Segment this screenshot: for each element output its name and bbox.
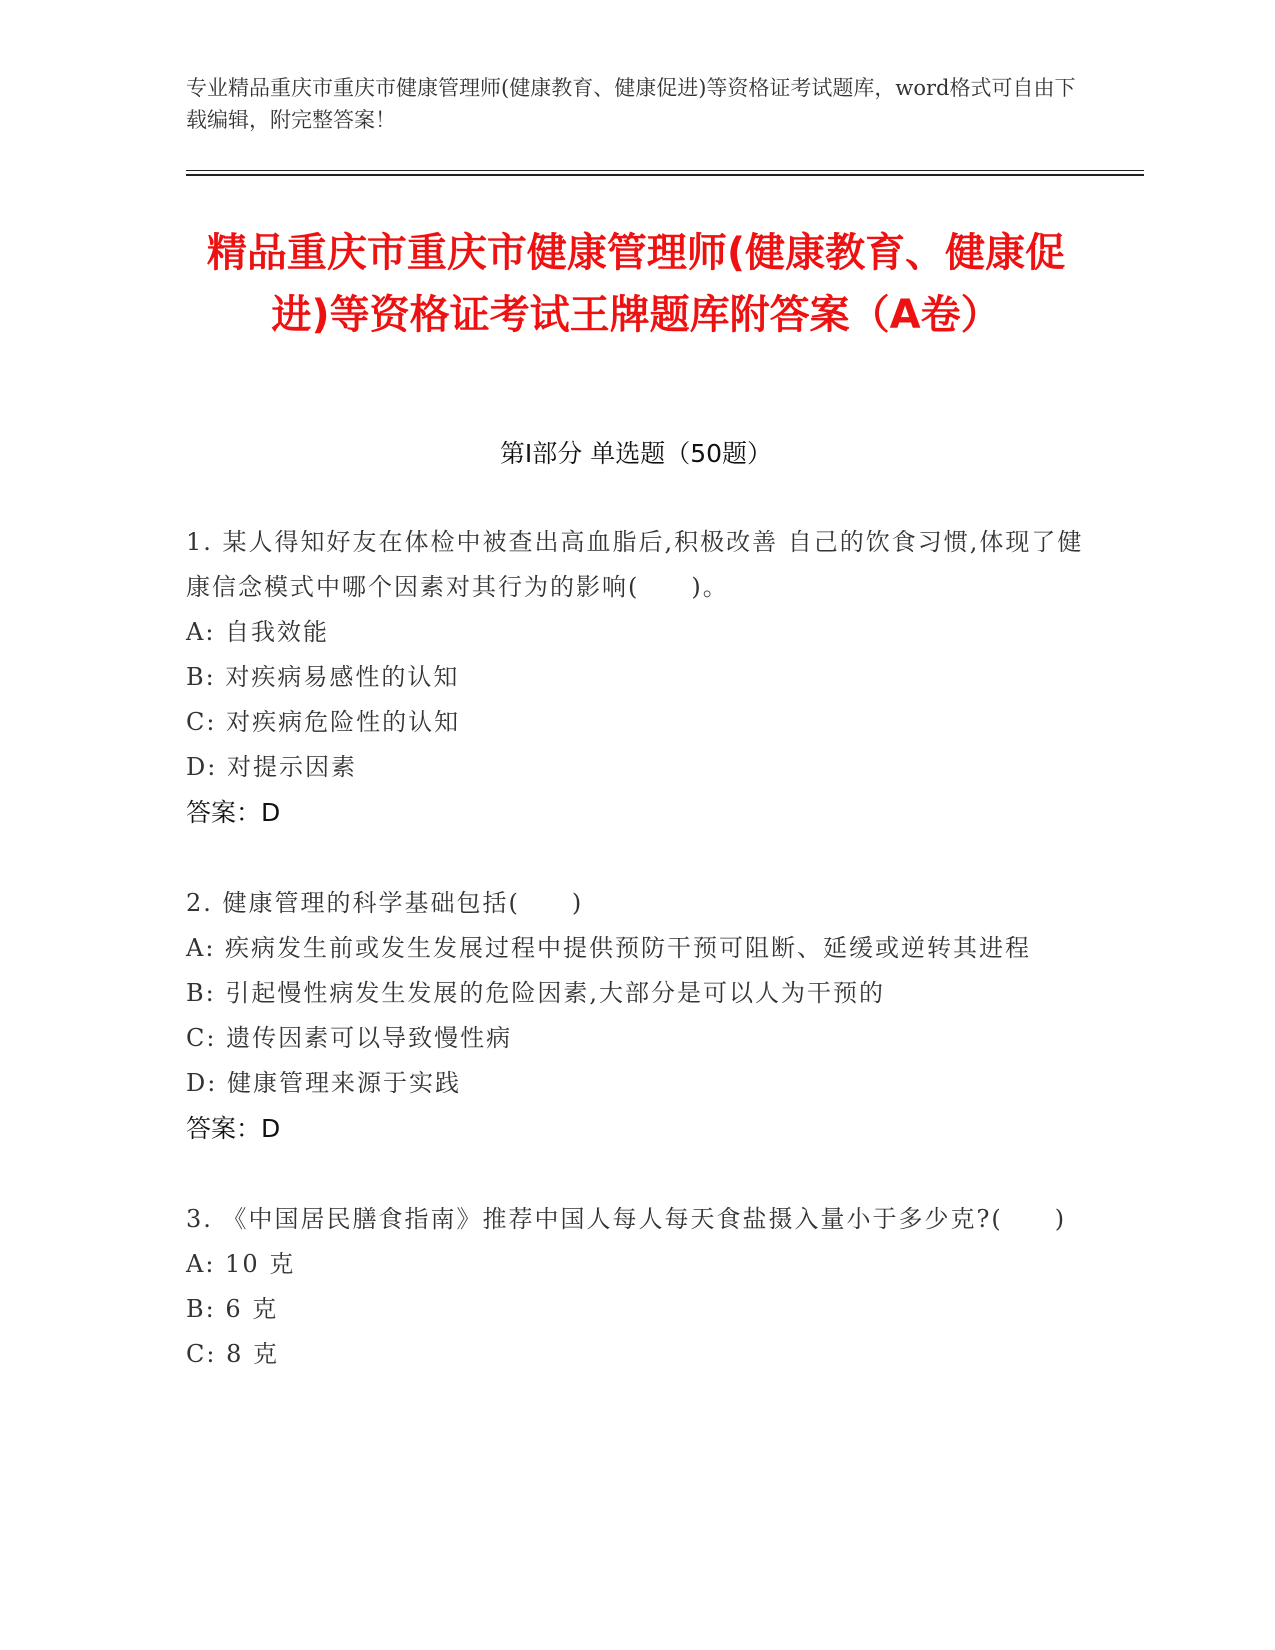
- document-title: 精品重庆市重庆市健康管理师(健康教育、健康促进)等资格证考试王牌题库附答案（A卷）: [206, 230, 1066, 338]
- header-note: 专业精品重庆市重庆市健康管理师(健康教育、健康促进)等资格证考试题库，word格式可自由下载编辑，附完整答案！: [186, 76, 1076, 132]
- question-text: 1. 某人得知好友在体检中被查出高血脂后,积极改善 自己的饮食习惯,体现了健康信念模式中哪个因素对其行为的影响( )。: [186, 528, 1084, 601]
- question-text: 3. 《中国居民膳食指南》推荐中国人每人每天食盐摄入量小于多少克?( ): [186, 1205, 1067, 1233]
- option-a: A: 10 克: [186, 1250, 296, 1278]
- option-b: B: 6 克: [186, 1295, 279, 1323]
- question-1: [186, 520, 1086, 835]
- question-2: [186, 881, 1086, 1151]
- option-c: C: 8 克: [186, 1340, 279, 1368]
- header-divider-thick: [186, 174, 1144, 176]
- answer-line: 答案：D: [186, 798, 281, 827]
- option-a: A: 自我效能: [186, 618, 330, 646]
- option-a: A: 疾病发生前或发生发展过程中提供预防干预可阻断、延缓或逆转其进程: [186, 934, 1032, 962]
- option-b: B: 引起慢性病发生发展的危险因素,大部分是可以人为干预的: [186, 979, 885, 1007]
- header-divider-thin: [186, 170, 1144, 171]
- option-b: B: 对疾病易感性的认知: [186, 663, 460, 691]
- question-3: [186, 1197, 1086, 1377]
- option-c: C: 对疾病危险性的认知: [186, 708, 461, 736]
- option-d: D: 对提示因素: [186, 753, 357, 781]
- option-c: C: 遗传因素可以导致慢性病: [186, 1024, 513, 1052]
- question-text: 2. 健康管理的科学基础包括( ): [186, 889, 584, 917]
- question-list: [186, 520, 1086, 1423]
- answer-line: 答案：D: [186, 1114, 281, 1143]
- section-heading: 第Ⅰ部分 单选题（50题）: [499, 439, 773, 468]
- option-d: D: 健康管理来源于实践: [186, 1069, 461, 1097]
